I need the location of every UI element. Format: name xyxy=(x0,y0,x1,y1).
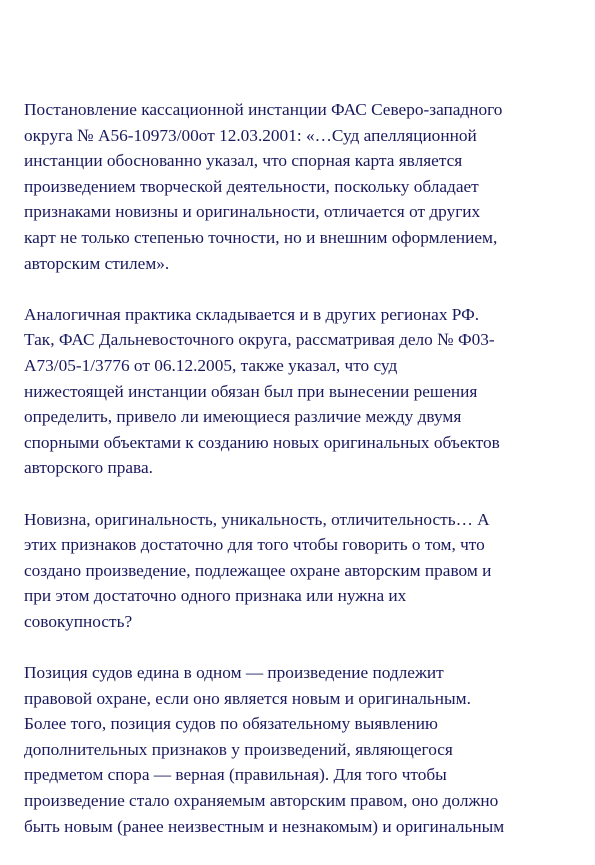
paragraph-regional-practice xyxy=(24,302,576,481)
paragraph-criteria-question xyxy=(24,507,576,635)
text-line: произведение стало охраняемым авторским правом, оно должно xyxy=(24,791,499,811)
text-line: Более того, позиция судов по обязательному выявлению xyxy=(24,714,438,734)
text-line: признаками новизны и оригинальности, отличается от других xyxy=(24,202,481,222)
text-line: при этом достаточно одного признака или нужна их xyxy=(24,586,407,606)
text-line: быть новым (ранее неизвестным и незнакомым) и оригинальным xyxy=(24,816,505,836)
paragraph-court-position xyxy=(24,660,576,839)
text-line: инстанции обоснованно указал, что спорная карта является xyxy=(24,151,463,171)
text-line: совокупность? xyxy=(24,611,133,631)
text-line: Постановление кассационной инстанции ФАС Северо-западного xyxy=(24,100,503,119)
document-body xyxy=(24,97,576,865)
text-line: авторского права. xyxy=(24,458,153,478)
text-line: определить, привело ли имеющиеся различие между двумя xyxy=(24,407,462,427)
text-line: карт не только степенью точности, но и внешним оформлением, xyxy=(24,227,498,247)
text-line: А73/05-1/3776 от 06.12.2005, также указал, что суд xyxy=(24,355,398,375)
text-line: авторским стилем». xyxy=(24,253,170,273)
text-line: Позиция судов едина в одном — произведение подлежит xyxy=(24,663,444,683)
text-line: Аналогичная практика складывается и в других регионах РФ. xyxy=(24,304,480,324)
paragraph-court-ruling xyxy=(24,97,576,276)
text-line: произведением творческой деятельности, поскольку обладает xyxy=(24,176,479,196)
text-line: Так, ФАС Дальневосточного округа, рассматривая дело № Ф03- xyxy=(24,330,495,350)
text-line: нижестоящей инстанции обязан был при вынесении решения xyxy=(24,381,478,401)
text-line: спорными объектами к созданию новых оригинальных объектов xyxy=(24,432,500,452)
text-line: создано произведение, подлежащее охране авторским правом и xyxy=(24,560,492,580)
text-line: правовой охране, если оно является новым и оригинальным. xyxy=(24,688,471,708)
text-line: дополнительных признаков у произведений, являющегося xyxy=(24,739,453,759)
text-line: предметом спора — верная (правильная). Для того чтобы xyxy=(24,765,447,785)
text-line: округа № А56-10973/00от 12.03.2001: «…Суд апелляционной xyxy=(24,125,477,145)
text-line: Новизна, оригинальность, уникальность, отличительность… А xyxy=(24,509,490,529)
text-line: этих признаков достаточно для того чтобы говорить о том, что xyxy=(24,535,485,555)
